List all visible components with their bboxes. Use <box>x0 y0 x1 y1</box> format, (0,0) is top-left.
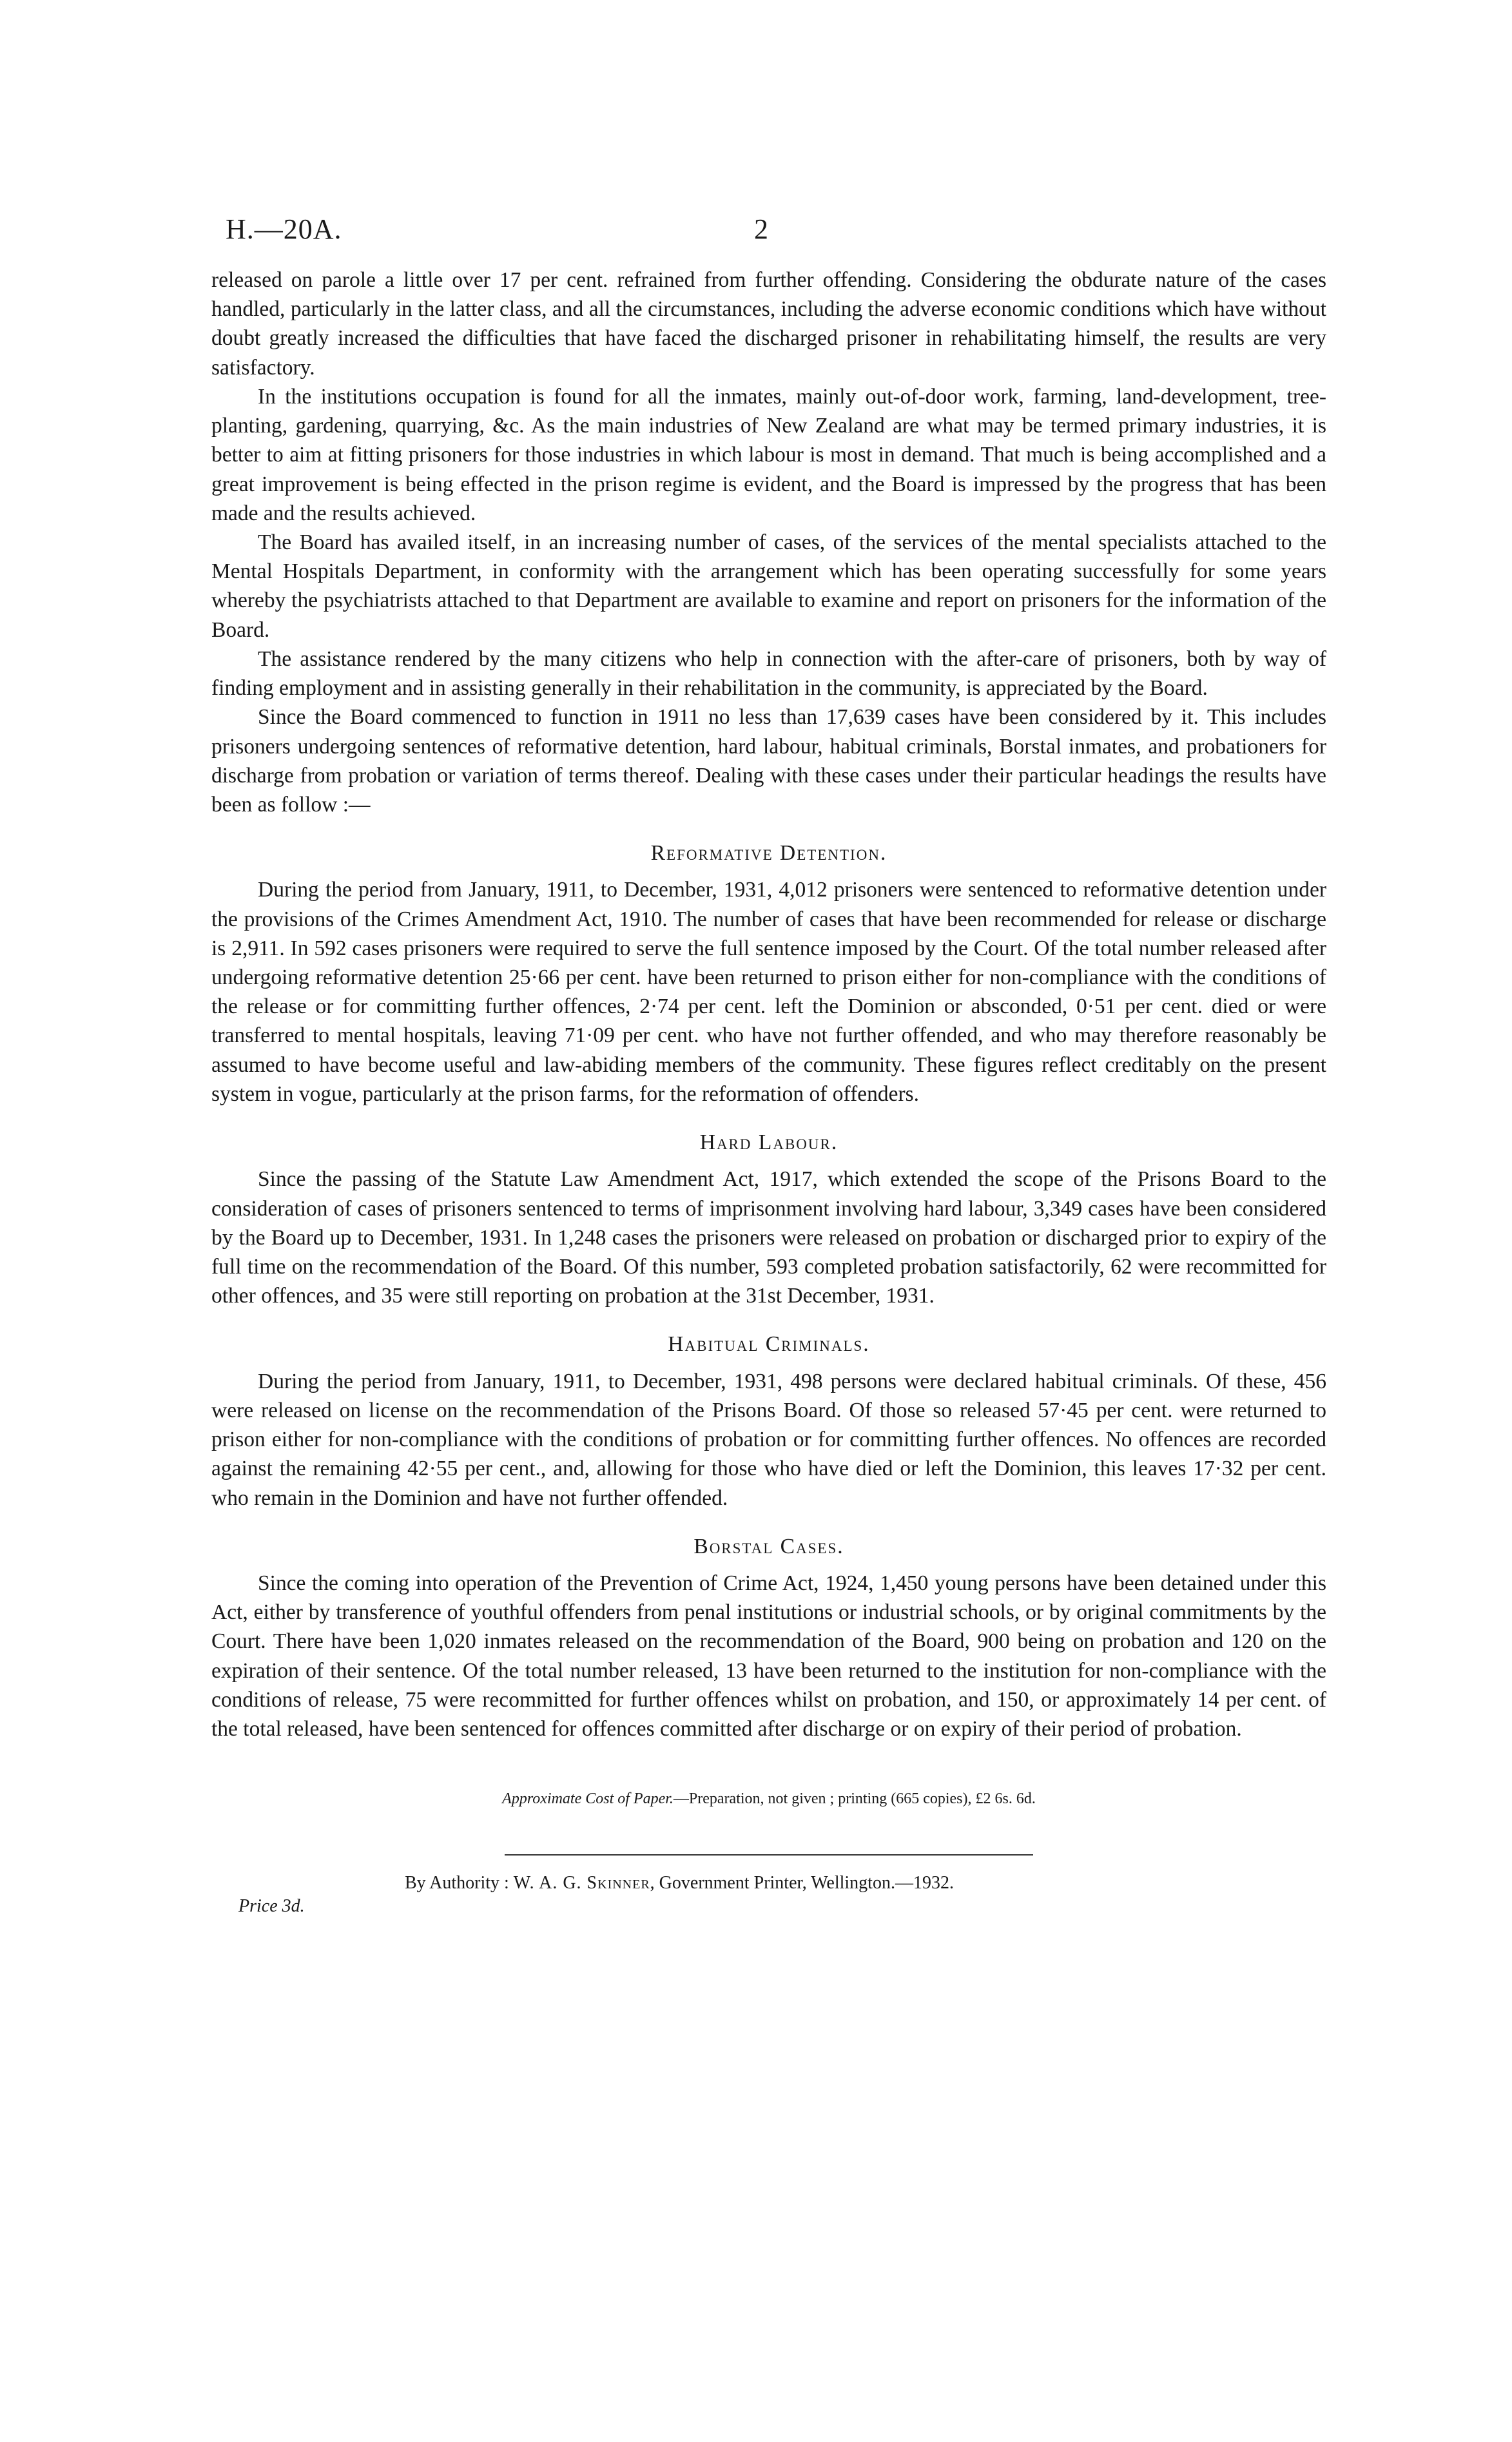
page-header <box>226 213 1334 251</box>
document-reference: H.—20A. <box>226 213 342 245</box>
authority-prefix: By Authority : <box>405 1872 509 1893</box>
section-text-reformative-detention: During the period from January, 1911, to December, 1931, 4,012 prisoners were sentenced to reformative detention under the provisions of the Crimes Amendment Act, 1910. The number of cases that have been recommended for release or discharge is 2,911. In 592 cases prisoners were required to serve the full sentence imposed by the Court. Of the total number released after undergoing reformative detention 25·66 per cent. have been returned to prison either for non-compliance with the conditions of the release or for committing further offences, 2·74 per cent. left the Dominion or absconded, 0·51 per cent. died or were transferred to mental hospitals, leaving 71·09 per cent. who have not further offended, and who may therefore reasonably be assumed to have become useful and law-abiding members of the community. These figures reflect creditably on the present system in vogue, particularly at the prison farms, for the reformation of offenders. <box>211 878 1326 1106</box>
section-heading-borstal-cases: Borstal Cases. <box>693 1534 844 1558</box>
cost-text: —Preparation, not given ; printing (665 copies), £2 6s. 6d. <box>673 1790 1036 1808</box>
printer-name: W. A. G. Skinner <box>513 1872 650 1893</box>
intro-paragraph-5: Since the Board commenced to function in 1911 no less than 17,639 cases have been considered by it. This includes prisoners undergoing sentences of reformative detention, hard labour, habitual criminals, Borstal inmates, and probationers for discharge from probation or variation of terms thereof. Dealing with these cases under their particular headings the results have been as follow :— <box>211 705 1326 817</box>
imprint-row <box>211 1867 1326 1919</box>
footer-divider <box>505 1854 1033 1856</box>
authority-suffix: , Government Printer, Wellington.—1932. <box>650 1872 954 1893</box>
intro-paragraph-3: The Board has availed itself, in an increasing number of cases, of the services of the mental specialists attached to the Mental Hospitals Department, in conformity with the arrangement which has been operating successfully for some years whereby the psychiatrists attached to that Department are available to examine and report on prisoners for the information of the Board. <box>211 530 1326 642</box>
intro-paragraph-1: released on parole a little over 17 per cent. refrained from further offending. Considering the obdurate nature of the cases handled, particularly in the latter class, and all the circumstances, including the adverse economic conditions which have without doubt greatly increased the difficulties that have faced the discharged prisoner in rehabilitating himself, the results are very satisfactory. <box>211 268 1326 380</box>
printer-authority <box>405 1871 954 1895</box>
intro-paragraph-4: The assistance rendered by the many citizens who help in connection with the after-care of prisoners, both by way of finding employment and in assisting generally in their rehabilitation in the community, is appreciated by the Board. <box>211 646 1326 701</box>
section-text-hard-labour: Since the passing of the Statute Law Amendment Act, 1917, which extended the scope of the Prisons Board to the consideration of cases of prisoners sentenced to terms of imprisonment involving hard labour, 3,349 cases have been considered by the Board up to December, 1931. In 1,248 cases the prisoners were released on probation or discharged prior to expiry of the full time on the recommendation of the Board. Of this number, 593 completed probation satisfactorily, 62 were recommitted for other offences, and 35 were still reporting on probation at the 31st December, 1931. <box>211 1167 1326 1308</box>
price-label: Price 3d. <box>238 1895 305 1916</box>
section-text-habitual-criminals: During the period from January, 1911, to December, 1931, 498 persons were declared habitual criminals. Of these, 456 were released on license on the recommendation of the Prisons Board. Of those so released 57·45 per cent. were returned to prison either for non-compliance with the conditions of probation or for committing further offences. No offences are recorded against the remaining 42·55 per cent., and, allowing for those who have died or left the Dominion, this leaves 17·32 per cent. who remain in the Dominion and have not further offended. <box>211 1369 1326 1510</box>
intro-paragraph-2: In the institutions occupation is found for all the inmates, mainly out-of-door work, farming, land-development, tree-planting, gardening, quarrying, &c. As the main industries of New Zealand are what may be termed primary industries, it is better to aim at fitting prisoners for those industries in which labour is most in demand. That much is being accomplished and a great improvement is being effected in the prison regime is evident, and the Board is impressed by the progress that has been made and the results achieved. <box>211 384 1326 525</box>
section-text-borstal-cases: Since the coming into operation of the Prevention of Crime Act, 1924, 1,450 young persons have been detained under this Act, either by transference of youthful offenders from penal institutions or industrial schools, or by original commitments by the Court. There have been 1,020 inmates released on the recommendation of the Board, 900 being on probation and 120 on the expiration of their sentence. Of the total number released, 13 have been returned to the institution for non-compliance with the conditions of release, 75 were recommitted for further offences whilst on probation, and 150, or approximately 14 per cent. of the total released, have been sentenced for offences committed after discharge or on expiry of their period of probation. <box>211 1571 1326 1741</box>
cost-label: Approximate Cost of Paper. <box>502 1790 674 1808</box>
section-heading-habitual-criminals: Habitual Criminals. <box>668 1332 870 1357</box>
page-number: 2 <box>754 213 768 245</box>
cost-note <box>211 1788 1326 1810</box>
section-heading-hard-labour: Hard Labour. <box>699 1130 838 1155</box>
section-heading-reformative-detention: Reformative Detention. <box>650 841 887 866</box>
document-body <box>211 266 1326 1919</box>
